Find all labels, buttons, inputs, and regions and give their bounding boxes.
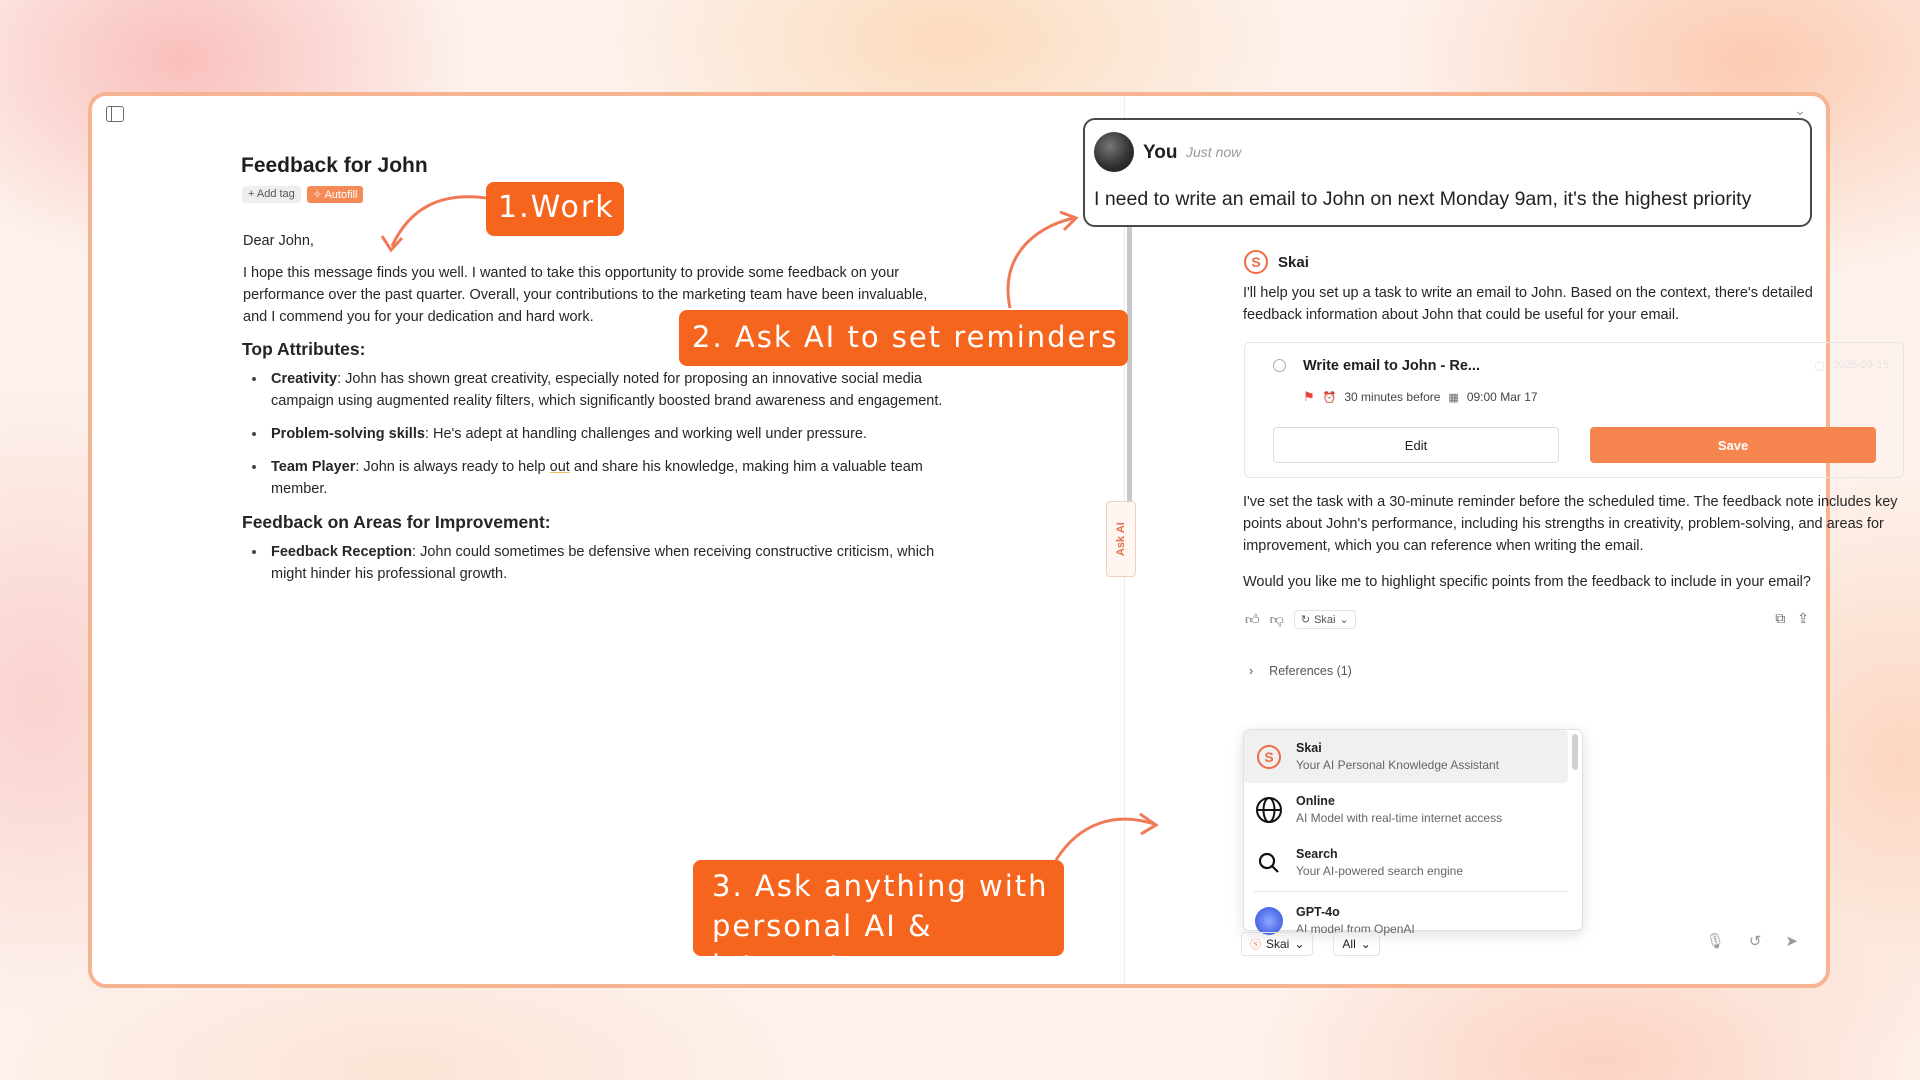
- item-label: Problem-solving skills: [271, 426, 425, 442]
- improvement-list: [243, 541, 943, 585]
- section-heading: Feedback on Areas for Improvement:: [242, 512, 551, 532]
- task-complete-checkbox[interactable]: [1273, 359, 1286, 372]
- save-button[interactable]: Save: [1590, 427, 1876, 463]
- references-toggle[interactable]: [1249, 664, 1352, 678]
- message-timestamp: Just now: [1186, 144, 1242, 160]
- model-option-skai[interactable]: [1244, 730, 1568, 783]
- assistant-followup: [1243, 491, 1903, 607]
- reminder-text[interactable]: 30 minutes before: [1344, 390, 1441, 404]
- item-label: Creativity: [271, 371, 338, 387]
- references-label: References (1): [1269, 664, 1352, 678]
- message-actions-right: [1775, 610, 1809, 627]
- attributes-list: [243, 368, 943, 500]
- section-heading: Top Attributes:: [242, 339, 366, 359]
- document-body[interactable]: [243, 230, 943, 596]
- alarm-icon: ⏰: [1322, 391, 1337, 404]
- chevron-down-icon: ⌄: [1360, 937, 1371, 951]
- model-desc: Your AI-powered search engine: [1296, 864, 1464, 878]
- add-tag-button[interactable]: + Add tag: [242, 186, 301, 203]
- item-label: Team Player: [271, 459, 356, 475]
- due-text[interactable]: 09:00 Mar 17: [1466, 390, 1538, 404]
- chat-panel: [1137, 96, 1898, 984]
- model-option-online[interactable]: [1244, 783, 1568, 836]
- spelling-underline[interactable]: out: [549, 459, 570, 475]
- list-item: [271, 456, 943, 500]
- input-toolbar: [1241, 932, 1380, 956]
- menu-divider: [1254, 891, 1568, 892]
- item-text: : John has shown great creativity, especially noted for proposing an innovative social media campaign using augmented reality filters, which significantly boosted brand awareness and engagement.: [271, 371, 943, 409]
- item-text: : He's adept at handling challenges and working well under pressure.: [424, 426, 867, 442]
- assistant-message: I'll help you set up a task to write an email to John. Based on the context, there's detailed feedback information about John that could be useful for your email.: [1243, 285, 1813, 323]
- item-text: : John could sometimes be defensive when receiving constructive criticism, which might hinder his professional growth.: [271, 544, 935, 582]
- calendar-icon: ▦: [1448, 391, 1459, 404]
- microphone-icon[interactable]: 🎙︎: [1705, 933, 1725, 950]
- assistant-header: [1244, 250, 1309, 274]
- avatar: [1094, 132, 1134, 172]
- model-option-search[interactable]: [1244, 836, 1568, 889]
- item-text: and share his knowledge, making him a valuable team member.: [271, 459, 923, 497]
- chevron-down-icon: ⌄: [1339, 614, 1349, 626]
- skai-logo-icon: ⓢ: [1250, 939, 1261, 951]
- refresh-icon: ↻: [1300, 614, 1311, 626]
- chevron-down-icon: ⌄: [1294, 937, 1305, 951]
- task-title[interactable]: Write email to John - Re...: [1303, 358, 1480, 374]
- copy-icon[interactable]: ⧉: [1775, 610, 1786, 626]
- model-name: Search: [1296, 847, 1338, 861]
- chevron-right-icon: ›: [1249, 664, 1254, 678]
- model-desc: AI Model with real-time internet access: [1296, 811, 1503, 825]
- task-date: 2025-03-15: [1832, 359, 1889, 371]
- priority-flag-icon[interactable]: ⚑: [1303, 389, 1315, 404]
- skai-logo-icon: S: [1257, 745, 1281, 769]
- intro-paragraph: I hope this message finds you well. I wanted to take this opportunity to provide some feedback on your performance over the past quarter. Overall, your contributions to the marketing team have been invaluable, and I commend you for your dedication and hard work.: [243, 265, 928, 325]
- model-desc: Your AI Personal Knowledge Assistant: [1296, 758, 1500, 772]
- model-menu: [1243, 729, 1583, 936]
- page-title[interactable]: Feedback for John: [241, 154, 428, 177]
- item-label: Feedback Reception: [271, 544, 413, 560]
- model-desc: AI model from OpenAI: [1296, 922, 1415, 936]
- autofill-button[interactable]: ✧ Autofill: [307, 186, 364, 203]
- task-date-faint: [1814, 359, 1889, 372]
- callout-line: 3. Ask anything with: [712, 869, 1049, 903]
- model-name: GPT-4o: [1296, 905, 1340, 919]
- user-name: You: [1143, 142, 1178, 163]
- skai-logo-icon: S: [1244, 250, 1268, 274]
- scope-selector[interactable]: [1333, 932, 1379, 956]
- assistant-message: Would you like me to highlight specific points from the feedback to include in your email?: [1243, 574, 1811, 590]
- globe-icon: [1254, 795, 1284, 825]
- scrollbar[interactable]: [1572, 734, 1578, 770]
- list-item: [271, 423, 943, 445]
- item-text: : John is always ready to help: [355, 459, 550, 475]
- model-name: Skai: [1296, 741, 1322, 755]
- callout-ask-anything: [693, 860, 1064, 983]
- callout-line: personal AI & internet: [712, 909, 933, 983]
- export-icon[interactable]: ⇪: [1797, 610, 1809, 626]
- model-selector[interactable]: [1241, 932, 1313, 956]
- model-name: Online: [1296, 794, 1335, 808]
- thumbs-up-icon[interactable]: 👍︎: [1245, 611, 1260, 627]
- note-icon: ▢: [1814, 360, 1825, 372]
- openai-icon: [1255, 907, 1283, 935]
- user-message-text: I need to write an email to John on next Monday 9am, it's the highest priority: [1094, 188, 1752, 210]
- model-chip-label: Skai: [1314, 613, 1336, 626]
- task-card: [1244, 342, 1904, 478]
- edit-button[interactable]: Edit: [1273, 427, 1559, 463]
- model-selector-label: Skai: [1266, 937, 1290, 951]
- send-icon[interactable]: ➤: [1785, 933, 1798, 950]
- regenerate-model-chip[interactable]: [1294, 610, 1356, 629]
- callout-reminders: 2. Ask AI to set reminders: [679, 310, 1128, 366]
- thumbs-down-icon[interactable]: 👎︎: [1269, 611, 1284, 627]
- chevron-down-icon[interactable]: ⌄: [1794, 102, 1806, 118]
- ask-ai-tab[interactable]: [1106, 501, 1136, 577]
- scrollbar[interactable]: [1127, 220, 1132, 520]
- reset-icon[interactable]: ↺: [1748, 933, 1762, 950]
- scope-selector-label: All: [1342, 937, 1356, 951]
- list-item: [271, 541, 943, 585]
- assistant-message: I've set the task with a 30-minute reminder before the scheduled time. The feedback note includes key points about John's performance, including his strengths in creativity, problem-solving, and areas for improvement, which you can reference when writing the email.: [1243, 494, 1898, 554]
- callout-work: 1.Work: [486, 182, 624, 236]
- greeting: Dear John,: [243, 233, 314, 249]
- message-actions: [1245, 610, 1356, 629]
- list-item: [271, 368, 943, 412]
- task-meta: [1303, 389, 1538, 405]
- assistant-name: Skai: [1278, 253, 1309, 271]
- user-message-bubble: [1083, 118, 1812, 227]
- ask-ai-label: Ask AI: [1115, 522, 1127, 556]
- search-icon: [1254, 848, 1284, 878]
- tag-row: [242, 186, 363, 203]
- input-actions: [1706, 932, 1798, 950]
